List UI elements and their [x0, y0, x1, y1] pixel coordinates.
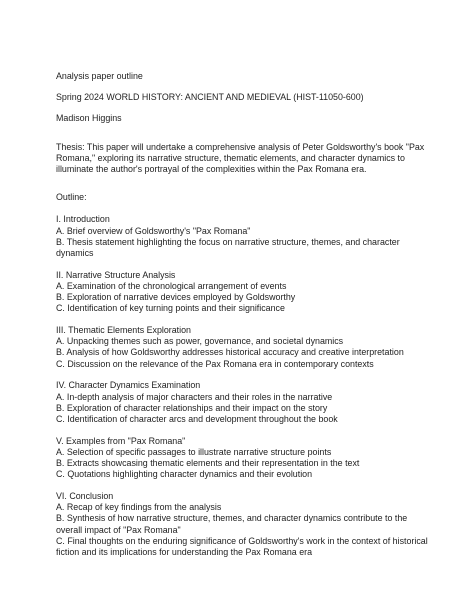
section-heading: III. Thematic Elements Exploration	[56, 325, 191, 336]
author-name: Madison Higgins	[56, 113, 122, 124]
outline-section	[56, 214, 436, 259]
section-item: B. Synthesis of how narrative structure, themes, and character dynamics contribute to the overall impact of "Pax Romana"	[56, 513, 408, 535]
course-line: Spring 2024 WORLD HISTORY: ANCIENT AND MEDIEVAL (HIST-11050-600)	[56, 92, 364, 103]
outline-label: Outline:	[56, 192, 87, 203]
outline-list	[56, 214, 436, 558]
section-heading: II. Narrative Structure Analysis	[56, 269, 176, 280]
section-item: C. Final thoughts on the enduring significance of Goldsworthy's work in the context of historical fiction and its implications for understanding the Pax Romana era	[56, 535, 428, 557]
section-item: B. Exploration of character relationships and their impact on the story	[56, 402, 328, 413]
section-heading: V. Examples from "Pax Romana"	[56, 435, 186, 446]
thesis-paragraph: Thesis: This paper will undertake a comprehensive analysis of Peter Goldsworthy's book "Pax Romana," exploring its narrative structure, thematic elements, and character dynamics to illuminate the author's portrayal of the complexities within the Pax Romana era.	[56, 141, 425, 175]
section-heading: IV. Character Dynamics Examination	[56, 380, 201, 391]
section-item: C. Identification of key turning points and their significance	[56, 303, 285, 314]
section-item: A. In-depth analysis of major characters and their roles in the narrative	[56, 391, 333, 402]
section-item: C. Discussion on the relevance of the Pax Romana era in contemporary contexts	[56, 358, 374, 369]
outline-section	[56, 491, 436, 558]
outline-section	[56, 270, 436, 315]
document-title: Analysis paper outline	[56, 71, 143, 81]
section-item: B. Extracts showcasing thematic elements and their representation in the text	[56, 458, 360, 469]
outline-section	[56, 380, 436, 425]
section-item: C. Quotations highlighting character dynamics and their evolution	[56, 469, 313, 480]
section-item: A. Recap of key findings from the analysis	[56, 502, 222, 513]
section-item: B. Exploration of narrative devices employed by Goldsworthy	[56, 292, 296, 303]
section-heading: VI. Conclusion	[56, 490, 114, 501]
section-item: C. Identification of character arcs and development throughout the book	[56, 413, 338, 424]
section-item: A. Selection of specific passages to illustrate narrative structure points	[56, 446, 332, 457]
document-page	[56, 71, 436, 558]
section-heading: I. Introduction	[56, 214, 110, 225]
section-item: A. Unpacking themes such as power, governance, and societal dynamics	[56, 336, 344, 347]
section-item: A. Examination of the chronological arrangement of events	[56, 280, 287, 291]
section-item: A. Brief overview of Goldsworthy's "Pax Romana"	[56, 225, 251, 236]
outline-section	[56, 436, 436, 481]
section-item: B. Thesis statement highlighting the focus on narrative structure, themes, and character dynamics	[56, 236, 400, 259]
outline-section	[56, 325, 436, 370]
section-item: B. Analysis of how Goldsworthy addresses historical accuracy and creative interpretation	[56, 347, 404, 358]
